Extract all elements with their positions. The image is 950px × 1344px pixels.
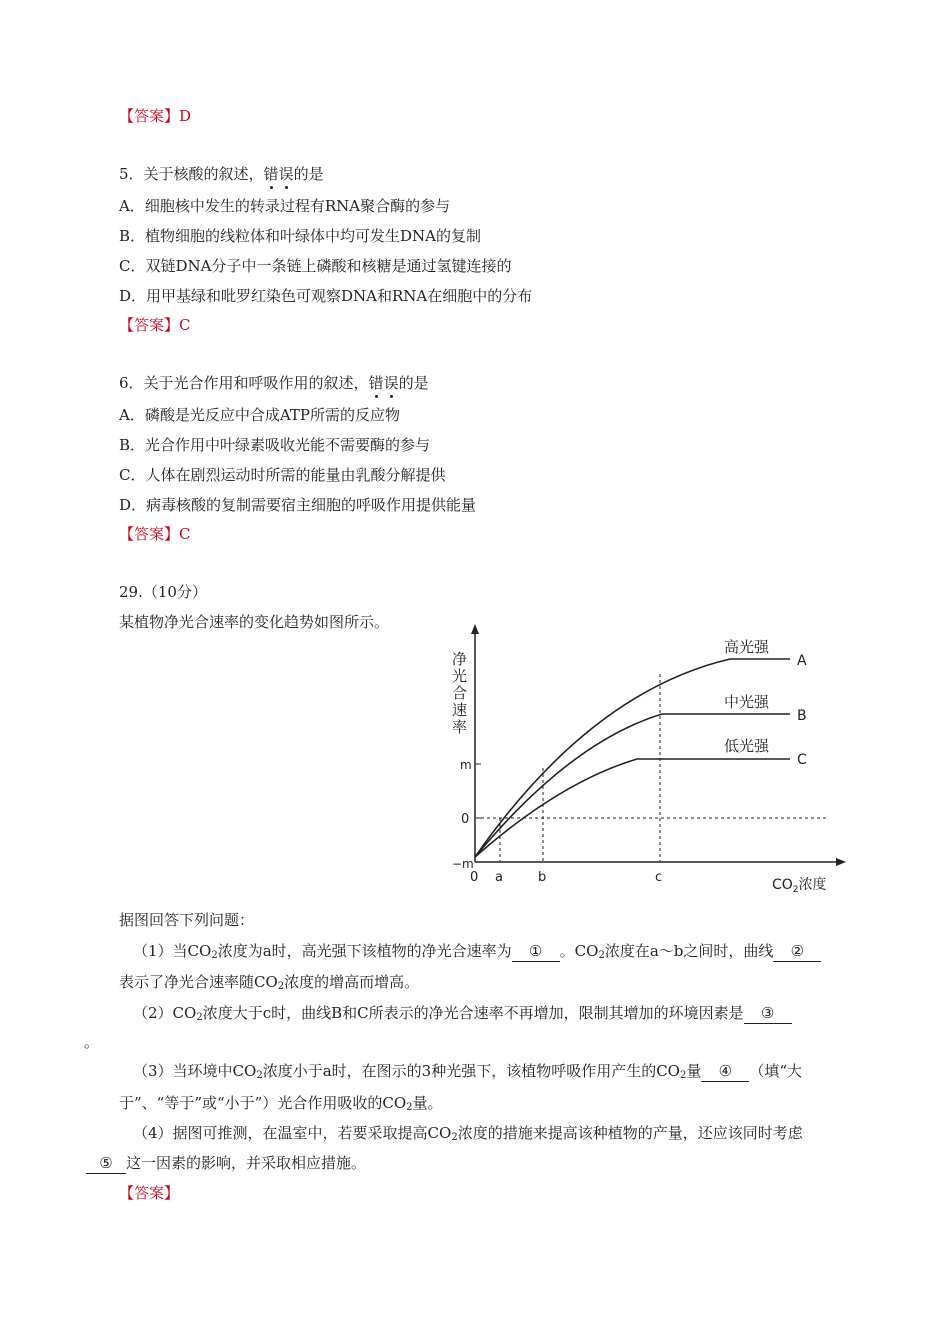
answer-tag: 【答案】 <box>119 1184 180 1202</box>
q29-part4-line2: ⑤ 这一因素的影响，并采取相应措施。 <box>86 1153 366 1174</box>
q29-part1-line1: （1）当$CO_2$浓度为a时，高光强下该植物的净光合速率为 ① 。$CO_2$浓度在a～b之间时，曲线 ② <box>133 941 821 962</box>
q5-stem <box>119 164 324 184</box>
q29-intro: 某植物净光合速率的变化趋势如图所示。 <box>119 613 390 631</box>
y-axis-label-char: 合 <box>452 684 468 702</box>
q29-part2-line2: 。 <box>84 1033 100 1051</box>
y-axis-label <box>452 650 467 736</box>
series-letter-b: B <box>797 708 807 724</box>
q5-answer <box>119 315 191 335</box>
q5-option-d: D．用甲基绿和吡罗红染色可观察DNA和RNA在细胞中的分布 <box>119 287 533 305</box>
emphasis-char: 错 <box>263 165 279 183</box>
q6-option-a: A．磷酸是光反应中合成ATP所需的反应物 <box>119 406 400 424</box>
answer-tag: 【答案】 <box>119 316 180 334</box>
co2-rate-chart <box>440 622 850 897</box>
q29-part1-line2: 表示了净光合速率随$CO_2$浓度的增高而增高。 <box>119 973 420 992</box>
x-tick-c: c <box>655 870 663 885</box>
q29-part4-line1: （4）据图可推测，在温室中，若要采取提高$CO_2$浓度的措施来提高该种植物的产量，还应该同时考虑 <box>133 1124 803 1143</box>
emphasis-char: 误 <box>383 374 399 392</box>
q6-option-c: C．人体在剧烈运动时所需的能量由乳酸分解提供 <box>119 466 446 484</box>
answer-value: C <box>179 316 191 334</box>
q29-header: 29.（10分） <box>119 583 207 601</box>
blank-2: ② <box>773 941 821 962</box>
blank-1: ① <box>512 941 560 962</box>
q5-option-c: C．双链DNA分子中一条链上磷酸和核糖是通过氢键连接的 <box>119 257 512 275</box>
answer-tag: 【答案】 <box>119 525 180 543</box>
series-letter-a: A <box>797 653 807 669</box>
curve-a-high-light <box>475 659 790 857</box>
q29-part3-line2: 于”、“等于”或“小于”）光合作用吸收的$CO_2$量。 <box>119 1094 443 1113</box>
y-axis-arrow <box>471 624 479 634</box>
series-label-mid: 中光强 <box>724 693 770 711</box>
q6-stem <box>119 373 429 393</box>
q5-stem-text: 5．关于核酸的叙述， <box>119 165 264 183</box>
y-axis-label-char: 率 <box>452 718 468 736</box>
emphasis-char: 误 <box>278 165 294 183</box>
q29-prompt: 据图回答下列问题： <box>119 911 255 929</box>
y-axis-label-char: 速 <box>452 701 468 719</box>
y-tick-m: m <box>460 758 472 772</box>
x-axis-label: $CO_2$浓度 <box>772 877 827 895</box>
q6-option-d: D．病毒核酸的复制需要宿主细胞的呼吸作用提供能量 <box>119 496 477 514</box>
answer-value: C <box>179 525 191 543</box>
q29-answer <box>119 1183 179 1203</box>
q29-part2-line1: $(2)CO_2$浓度大于c时，曲线B和C所表示的净光合速率不再增加，限制其增加的环境因素是 ③ <box>133 1003 792 1024</box>
x-tick-a: a <box>495 870 503 885</box>
emphasis-char: 错 <box>368 374 384 392</box>
y-axis-label-char: 净 <box>452 650 468 668</box>
y-axis-label-char: 光 <box>452 667 468 685</box>
q6-stem-text: 6．关于光合作用和呼吸作用的叙述， <box>119 374 369 392</box>
q6-answer <box>119 524 191 544</box>
x-tick-b: b <box>538 870 547 885</box>
y-tick-0: 0 <box>461 812 470 827</box>
series-label-high: 高光强 <box>724 638 770 656</box>
x-axis-arrow <box>836 858 846 866</box>
answer-value: D <box>179 107 192 125</box>
y-tick-minus-m: −m <box>452 857 474 871</box>
series-label-low: 低光强 <box>724 737 770 755</box>
curve-c-low-light <box>475 759 790 857</box>
series-letter-c: C <box>797 752 807 768</box>
q6-stem-tail: 的是 <box>398 374 429 392</box>
q5-stem-tail: 的是 <box>293 165 324 183</box>
prev-answer <box>119 106 191 126</box>
q29-part3-line1: （3）当环境中$CO_2$浓度小于a时，在图示的3种光强下，该植物呼吸作用产生的$CO_2$量 ④ （填“大 <box>133 1062 803 1081</box>
blank-3: ③ <box>744 1003 792 1024</box>
q5-option-a: A．细胞核中发生的转录过程有RNA聚合酶的参与 <box>119 197 451 215</box>
q6-option-b: B．光合作用中叶绿素吸收光能不需要酶的参与 <box>119 436 431 454</box>
curve-b-mid-light <box>475 714 790 857</box>
q5-option-b: B．植物细胞的线粒体和叶绿体中均可发生DNA的复制 <box>119 227 482 245</box>
answer-tag: 【答案】 <box>119 107 180 125</box>
x-tick-0: 0 <box>470 870 479 885</box>
blank-4: ④ <box>701 1061 749 1082</box>
blank-5: ⑤ <box>86 1153 126 1174</box>
